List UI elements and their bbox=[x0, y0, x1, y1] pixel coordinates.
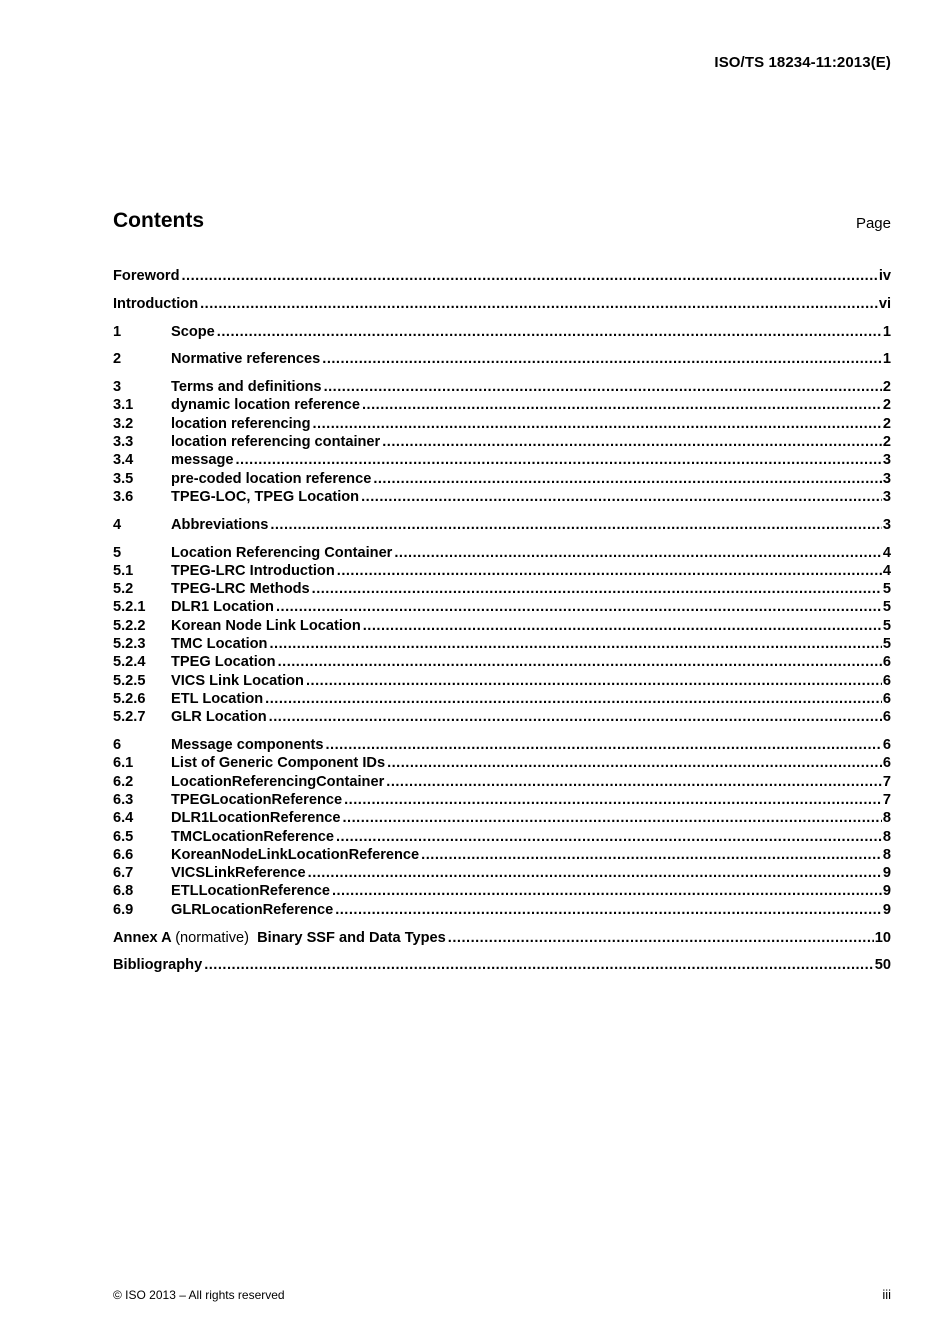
dot-leader bbox=[276, 599, 882, 615]
toc-entry-title: TPEG Location bbox=[171, 654, 276, 671]
toc-entry-number: 1 bbox=[113, 323, 122, 340]
toc-entry-page: 2 bbox=[882, 397, 891, 414]
dot-leader bbox=[344, 792, 882, 808]
toc-entry-title: message bbox=[171, 452, 234, 469]
toc-entry-page: 8 bbox=[882, 828, 891, 845]
toc-entry-title: Foreword bbox=[113, 268, 180, 284]
toc-entry-title: TMC Location bbox=[171, 636, 268, 653]
toc-entry-title: VICS Link Location bbox=[171, 672, 304, 689]
toc-entry-number: 3.3 bbox=[113, 434, 134, 451]
toc-group bbox=[113, 517, 891, 535]
toc-entry[interactable] bbox=[113, 865, 891, 883]
toc-entry-page: 2 bbox=[882, 415, 891, 432]
dot-leader bbox=[325, 737, 881, 753]
toc-entry-title: DLR1 Location bbox=[171, 599, 274, 616]
toc-entry[interactable] bbox=[113, 774, 891, 792]
toc-entry-page: 3 bbox=[882, 488, 891, 505]
toc-entry-title: Abbreviations bbox=[171, 516, 269, 533]
toc-group bbox=[113, 296, 891, 314]
toc-entry-title: List of Generic Component IDs bbox=[171, 755, 386, 772]
dot-leader bbox=[363, 618, 882, 634]
toc-entry-page: 4 bbox=[882, 544, 891, 561]
toc-entry-title: Scope bbox=[171, 323, 215, 340]
toc-entry-title: TPEG-LRC Introduction bbox=[171, 562, 335, 579]
dot-leader bbox=[324, 379, 882, 395]
toc-entry-number: 6.1 bbox=[113, 755, 134, 772]
toc-entry-title: ETL Location bbox=[171, 690, 264, 707]
toc-entry-title: DLR1LocationReference bbox=[171, 810, 341, 827]
toc-entry-number: 5.2.7 bbox=[113, 709, 146, 726]
toc-entry-page: 2 bbox=[882, 434, 891, 451]
toc-entry-number: 4 bbox=[113, 516, 122, 533]
toc-entry-page: 9 bbox=[882, 865, 891, 882]
toc-entry[interactable] bbox=[113, 324, 891, 342]
toc-group bbox=[113, 324, 891, 342]
toc-entry[interactable] bbox=[113, 517, 891, 535]
toc-entry-number: 5.2.2 bbox=[113, 617, 146, 634]
toc-entry-page: 2 bbox=[882, 379, 891, 396]
toc-entry-page: 3 bbox=[882, 516, 891, 533]
dot-leader bbox=[394, 545, 882, 561]
toc-entry-number: 5.2.6 bbox=[113, 690, 146, 707]
toc-entry[interactable] bbox=[113, 654, 891, 672]
dot-leader bbox=[322, 351, 882, 367]
toc-entry-number: 3.2 bbox=[113, 415, 134, 432]
toc-entry-page: 6 bbox=[882, 709, 891, 726]
toc-entry[interactable] bbox=[113, 829, 891, 847]
toc-entry-page: 50 bbox=[874, 957, 891, 974]
toc-entry-page: iv bbox=[878, 268, 891, 284]
toc-entry[interactable] bbox=[113, 755, 891, 773]
toc-entry-number: 5.2.5 bbox=[113, 672, 146, 689]
dot-leader bbox=[312, 416, 881, 432]
toc-entry[interactable] bbox=[113, 618, 891, 636]
toc-entry-page: 6 bbox=[882, 755, 891, 772]
toc-group bbox=[113, 379, 891, 507]
toc-entry-number: 6 bbox=[113, 737, 122, 754]
toc-entry-title: Location Referencing Container bbox=[171, 544, 393, 561]
copyright-notice: © ISO 2013 – All rights reserved bbox=[113, 1288, 285, 1302]
toc-entry-title: ETLLocationReference bbox=[171, 883, 330, 900]
dot-leader bbox=[278, 654, 882, 670]
toc-entry-page: 9 bbox=[882, 883, 891, 900]
toc-entry-title: TPEG-LRC Methods bbox=[171, 581, 310, 598]
dot-leader bbox=[421, 847, 882, 863]
toc-entry-title: Normative references bbox=[171, 351, 321, 368]
toc-entry-title: GLRLocationReference bbox=[171, 901, 334, 918]
toc-entry-number: 5.2 bbox=[113, 581, 134, 598]
dot-leader bbox=[343, 810, 882, 826]
toc-entry-number: 6.7 bbox=[113, 865, 134, 882]
page-column-label: Page bbox=[855, 215, 891, 232]
toc-entry[interactable] bbox=[113, 563, 891, 581]
toc-entry-page: 3 bbox=[882, 452, 891, 469]
toc-entry[interactable] bbox=[113, 792, 891, 810]
toc-entry[interactable] bbox=[113, 673, 891, 691]
toc-entry[interactable] bbox=[113, 545, 891, 563]
toc-entry-page: 7 bbox=[882, 773, 891, 790]
toc-entry-page: 5 bbox=[882, 581, 891, 598]
dot-leader bbox=[335, 902, 882, 918]
toc-entry-number: 6.4 bbox=[113, 810, 134, 827]
dot-leader bbox=[306, 673, 882, 689]
toc-entry-page: 4 bbox=[882, 562, 891, 579]
dot-leader bbox=[181, 268, 877, 284]
toc-entry[interactable] bbox=[113, 397, 891, 415]
toc-entry-number: 3.6 bbox=[113, 488, 134, 505]
toc-entry-title: pre-coded location reference bbox=[171, 470, 372, 487]
toc-group bbox=[113, 957, 891, 975]
dot-leader bbox=[269, 636, 881, 652]
toc-entry-page: 9 bbox=[882, 901, 891, 918]
toc-entry-number: 6.2 bbox=[113, 773, 134, 790]
toc-entry[interactable] bbox=[113, 296, 891, 314]
toc-entry[interactable] bbox=[113, 434, 891, 452]
toc-entry-title bbox=[113, 930, 446, 946]
dot-leader bbox=[200, 296, 878, 312]
toc-entry[interactable] bbox=[113, 847, 891, 865]
dot-leader bbox=[217, 324, 882, 340]
toc-entry[interactable] bbox=[113, 636, 891, 654]
toc-entry-title: Terms and definitions bbox=[171, 379, 322, 396]
annex-qualifier: (normative) bbox=[175, 929, 249, 946]
dot-leader bbox=[269, 709, 882, 725]
toc-entry-number: 5 bbox=[113, 544, 122, 561]
toc-entry-title: LocationReferencingContainer bbox=[171, 773, 385, 790]
dot-leader bbox=[332, 883, 882, 899]
toc-entry-title: Bibliography bbox=[113, 957, 203, 974]
toc-entry-number: 3 bbox=[113, 379, 122, 396]
toc-entry-number: 6.5 bbox=[113, 828, 134, 845]
toc-entry-page: 5 bbox=[882, 599, 891, 616]
toc-entry[interactable] bbox=[113, 416, 891, 434]
toc-entry[interactable] bbox=[113, 489, 891, 507]
toc-entry-title: GLR Location bbox=[171, 709, 267, 726]
toc-entry-number: 6.3 bbox=[113, 791, 134, 808]
toc-entry-page: 6 bbox=[882, 690, 891, 707]
toc-entry[interactable] bbox=[113, 471, 891, 489]
document-id: ISO/TS 18234-11:2013(E) bbox=[714, 54, 891, 71]
toc-entry-title: TMCLocationReference bbox=[171, 828, 334, 845]
dot-leader bbox=[265, 691, 882, 707]
toc-entry-number: 3.5 bbox=[113, 470, 134, 487]
toc-entry-page: 7 bbox=[882, 791, 891, 808]
dot-leader bbox=[308, 865, 882, 881]
toc-entry[interactable] bbox=[113, 599, 891, 617]
toc-entry[interactable] bbox=[113, 351, 891, 369]
toc-entry-number: 5.2.3 bbox=[113, 636, 146, 653]
dot-leader bbox=[235, 452, 881, 468]
toc-entry-title: Korean Node Link Location bbox=[171, 617, 361, 634]
contents-heading: Contents bbox=[113, 209, 204, 232]
dot-leader bbox=[448, 930, 874, 946]
toc-entry[interactable] bbox=[113, 452, 891, 470]
toc-entry-title: location referencing bbox=[171, 415, 311, 432]
dot-leader bbox=[270, 517, 882, 533]
toc-entry[interactable] bbox=[113, 268, 891, 286]
toc-entry-number: 3.1 bbox=[113, 397, 134, 414]
toc-entry-page: 6 bbox=[882, 737, 891, 754]
toc-entry-page: vi bbox=[878, 295, 891, 312]
toc-group bbox=[113, 351, 891, 369]
dot-leader bbox=[386, 774, 882, 790]
toc-entry-number: 5.1 bbox=[113, 562, 134, 579]
toc-entry-page: 5 bbox=[882, 617, 891, 634]
annex-title: Binary SSF and Data Types bbox=[257, 929, 446, 946]
toc-entry-title: KoreanNodeLinkLocationReference bbox=[171, 846, 420, 863]
toc-entry-number: 3.4 bbox=[113, 452, 134, 469]
page-number: iii bbox=[882, 1287, 891, 1302]
toc-entry[interactable] bbox=[113, 709, 891, 727]
toc-entry-page: 8 bbox=[882, 846, 891, 863]
dot-leader bbox=[362, 397, 882, 413]
dot-leader bbox=[387, 755, 882, 771]
toc-entry-title: TPEGLocationReference bbox=[171, 791, 343, 808]
dot-leader bbox=[312, 581, 882, 597]
toc-entry[interactable] bbox=[113, 691, 891, 709]
toc-entry-title: VICSLinkReference bbox=[171, 865, 306, 882]
dot-leader bbox=[336, 829, 882, 845]
toc-entry[interactable] bbox=[113, 737, 891, 755]
toc-entry-number: 5.2.4 bbox=[113, 654, 146, 671]
toc-entry-page: 5 bbox=[882, 636, 891, 653]
toc-group bbox=[113, 930, 891, 948]
toc-entry-page: 1 bbox=[882, 323, 891, 340]
toc-group bbox=[113, 545, 891, 728]
dot-leader bbox=[382, 434, 882, 450]
toc-entry[interactable] bbox=[113, 883, 891, 901]
toc-entry-number: 2 bbox=[113, 351, 122, 368]
toc-entry-page: 6 bbox=[882, 654, 891, 671]
dot-leader bbox=[361, 489, 882, 505]
toc-entry[interactable] bbox=[113, 810, 891, 828]
dot-leader bbox=[337, 563, 882, 579]
toc-entry-title: Introduction bbox=[113, 295, 199, 312]
dot-leader bbox=[204, 957, 874, 973]
toc-entry-page: 1 bbox=[882, 351, 891, 368]
toc-entry-page: 10 bbox=[874, 929, 891, 946]
annex-label: Annex A bbox=[113, 929, 172, 946]
dot-leader bbox=[373, 471, 882, 487]
toc-entry-page: 3 bbox=[882, 470, 891, 487]
toc-entry[interactable] bbox=[113, 379, 891, 397]
toc-entry-number: 6.9 bbox=[113, 901, 134, 918]
toc-entry-title: location referencing container bbox=[171, 434, 381, 451]
toc-entry[interactable] bbox=[113, 957, 891, 975]
toc-entry-number: 5.2.1 bbox=[113, 599, 146, 616]
table-of-contents bbox=[113, 268, 891, 985]
toc-entry-title: dynamic location reference bbox=[171, 397, 360, 414]
toc-entry-number: 6.8 bbox=[113, 883, 134, 900]
toc-entry-title: Message components bbox=[171, 737, 324, 754]
toc-entry[interactable] bbox=[113, 902, 891, 920]
toc-entry[interactable] bbox=[113, 930, 891, 948]
toc-group bbox=[113, 737, 891, 920]
toc-entry-page: 8 bbox=[882, 810, 891, 827]
toc-entry[interactable] bbox=[113, 581, 891, 599]
toc-entry-number: 6.6 bbox=[113, 846, 134, 863]
toc-entry-title: TPEG-LOC, TPEG Location bbox=[171, 488, 360, 505]
toc-group bbox=[113, 268, 891, 286]
toc-entry-page: 6 bbox=[882, 672, 891, 689]
